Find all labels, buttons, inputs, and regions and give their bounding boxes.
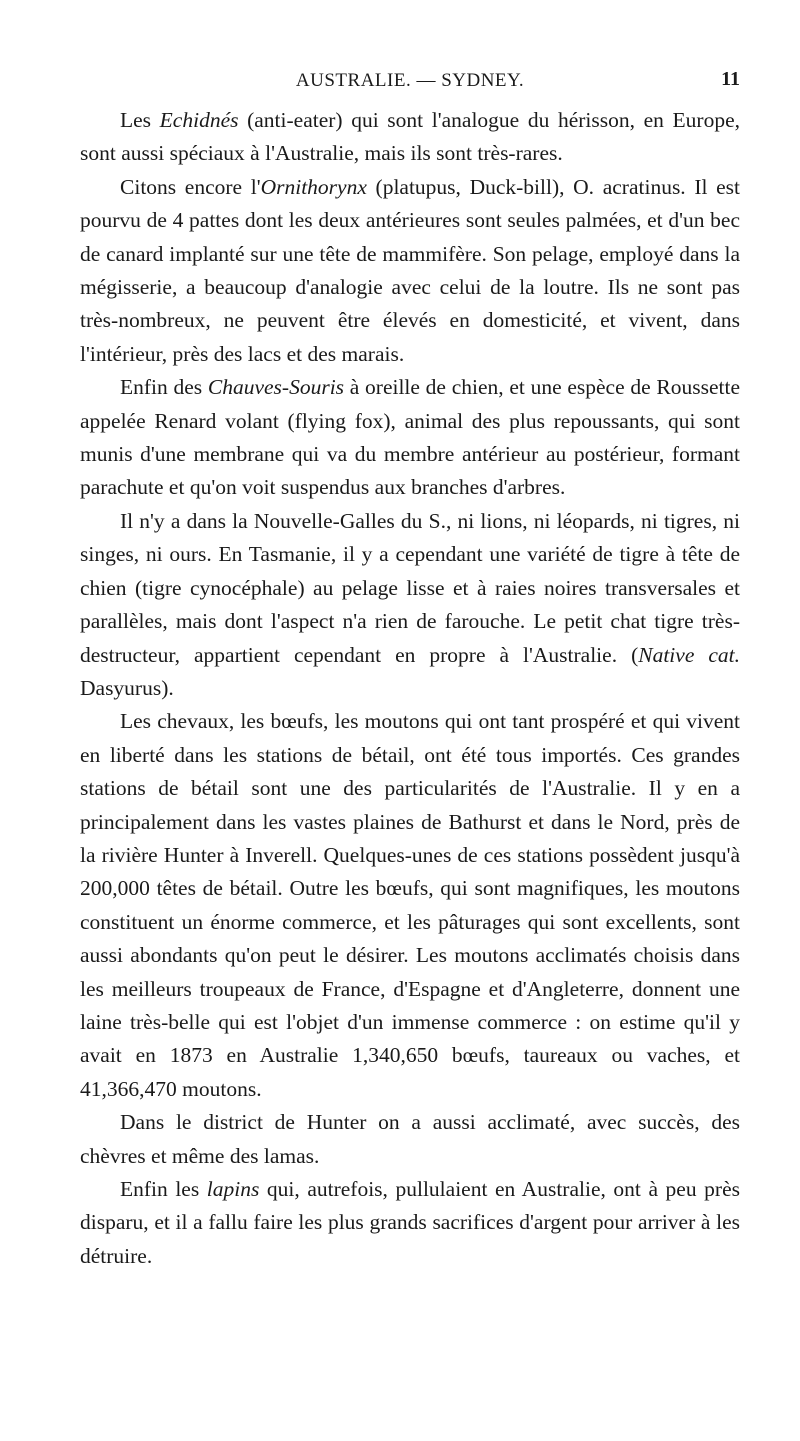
body-text [80, 104, 740, 1273]
text-run: Dasyurus). [80, 675, 174, 700]
italic-term: Echidnés [159, 108, 239, 132]
paragraph [80, 171, 740, 371]
text-run: qui, autrefois, pullulaient en Australie, ont à peu près disparu, et il a fallu faire les plus grands sacrifices d'argent pour arriver à les détruire. [80, 1177, 740, 1268]
italic-term: Native cat. [638, 642, 740, 667]
text-run: (anti-eater) qui sont l'analogue du hérisson, en Europe, sont aussi spéciaux à l'Australie, mais ils sont très-rares. [80, 108, 741, 166]
italic-term: Ornithorynx [260, 174, 367, 199]
text-run: Enfin les [120, 1177, 207, 1201]
italic-term: lapins [206, 1177, 260, 1201]
text-run: à oreille de chien, et une espèce de Roussette appelée Renard volant (flying fox), animal des plus repoussants, qui sont munis d'une membrane qui va du membre antérieur au postérieur, formant parachute et qu'on voit suspendus aux branches d'arbres. [80, 375, 740, 500]
paragraph [80, 1106, 740, 1173]
paragraph [80, 104, 740, 171]
text-run: Enfin des [120, 375, 208, 400]
paragraph [80, 371, 740, 505]
page-header [80, 66, 740, 96]
italic-term: Chauves-Souris [207, 375, 345, 400]
paragraph [80, 505, 740, 705]
text-run: Les [120, 108, 160, 132]
running-title: AUSTRALIE. — SYDNEY. [295, 70, 525, 91]
text-run: Dans le district de Hunter on a aussi acclimaté, avec succès, des chèvres et même des lamas. [80, 1110, 740, 1168]
text-run: Il n'y a dans la Nouvelle-Galles du S., ni lions, ni léopards, ni tigres, ni singes, ni ours. En Tasmanie, il y a cependant une variété de tigre à tête de chien (tigre cynocéphale) au pelage lisse et à raies noires transversales et parallèles, mais dont l'aspect n'a rien de farouche. Le petit chat tigre très-destructeur, appartient cependant en propre à l'Australie. ( [80, 508, 740, 667]
text-run: Les chevaux, les bœufs, les moutons qui ont tant prospéré et qui vivent en liberté dans les stations de bétail, ont été tous importés. Ces grandes stations de bétail sont une des particularités de l'Australie. Il y en a principalement dans les vastes plaines de Bathurst et dans le Nord, près de la rivière Hunter à Inverell. Quelques-unes de ces stations possèdent jusqu'à 200,000 têtes de bétail. Outre les bœufs, qui sont magnifiques, les moutons constituent un énorme commerce, et les pâturages qui sont excellents, sont aussi abondants qu'on peut le désirer. Les moutons acclimatés choisis dans les meilleurs troupeaux de France, d'Espagne et d'Angleterre, donnent une laine très-belle qui est l'objet d'un immense commerce : on estime qu'il y avait en 1873 en Australie 1,340,650 bœufs, taureaux ou vaches, et 41,366,470 moutons. [80, 709, 740, 1101]
text-run: Citons encore l' [120, 174, 261, 199]
paragraph [80, 1173, 740, 1273]
text-run: (platupus, Duck-bill), O. acratinus. Il est pourvu de 4 pattes dont les deux antérieures sont seules palmées, et d'un bec de canard implanté sur une tête de mammifère. Son pelage, employé dans la mégisserie, a beaucoup d'analogie avec celui de la loutre. Ils ne sont pas très-nombreux, ne peuvent être élevés en domesticité, et vivent, dans l'intérieur, près des lacs et des marais. [80, 174, 740, 366]
page-number: 11 [721, 68, 740, 90]
paragraph [80, 705, 740, 1106]
